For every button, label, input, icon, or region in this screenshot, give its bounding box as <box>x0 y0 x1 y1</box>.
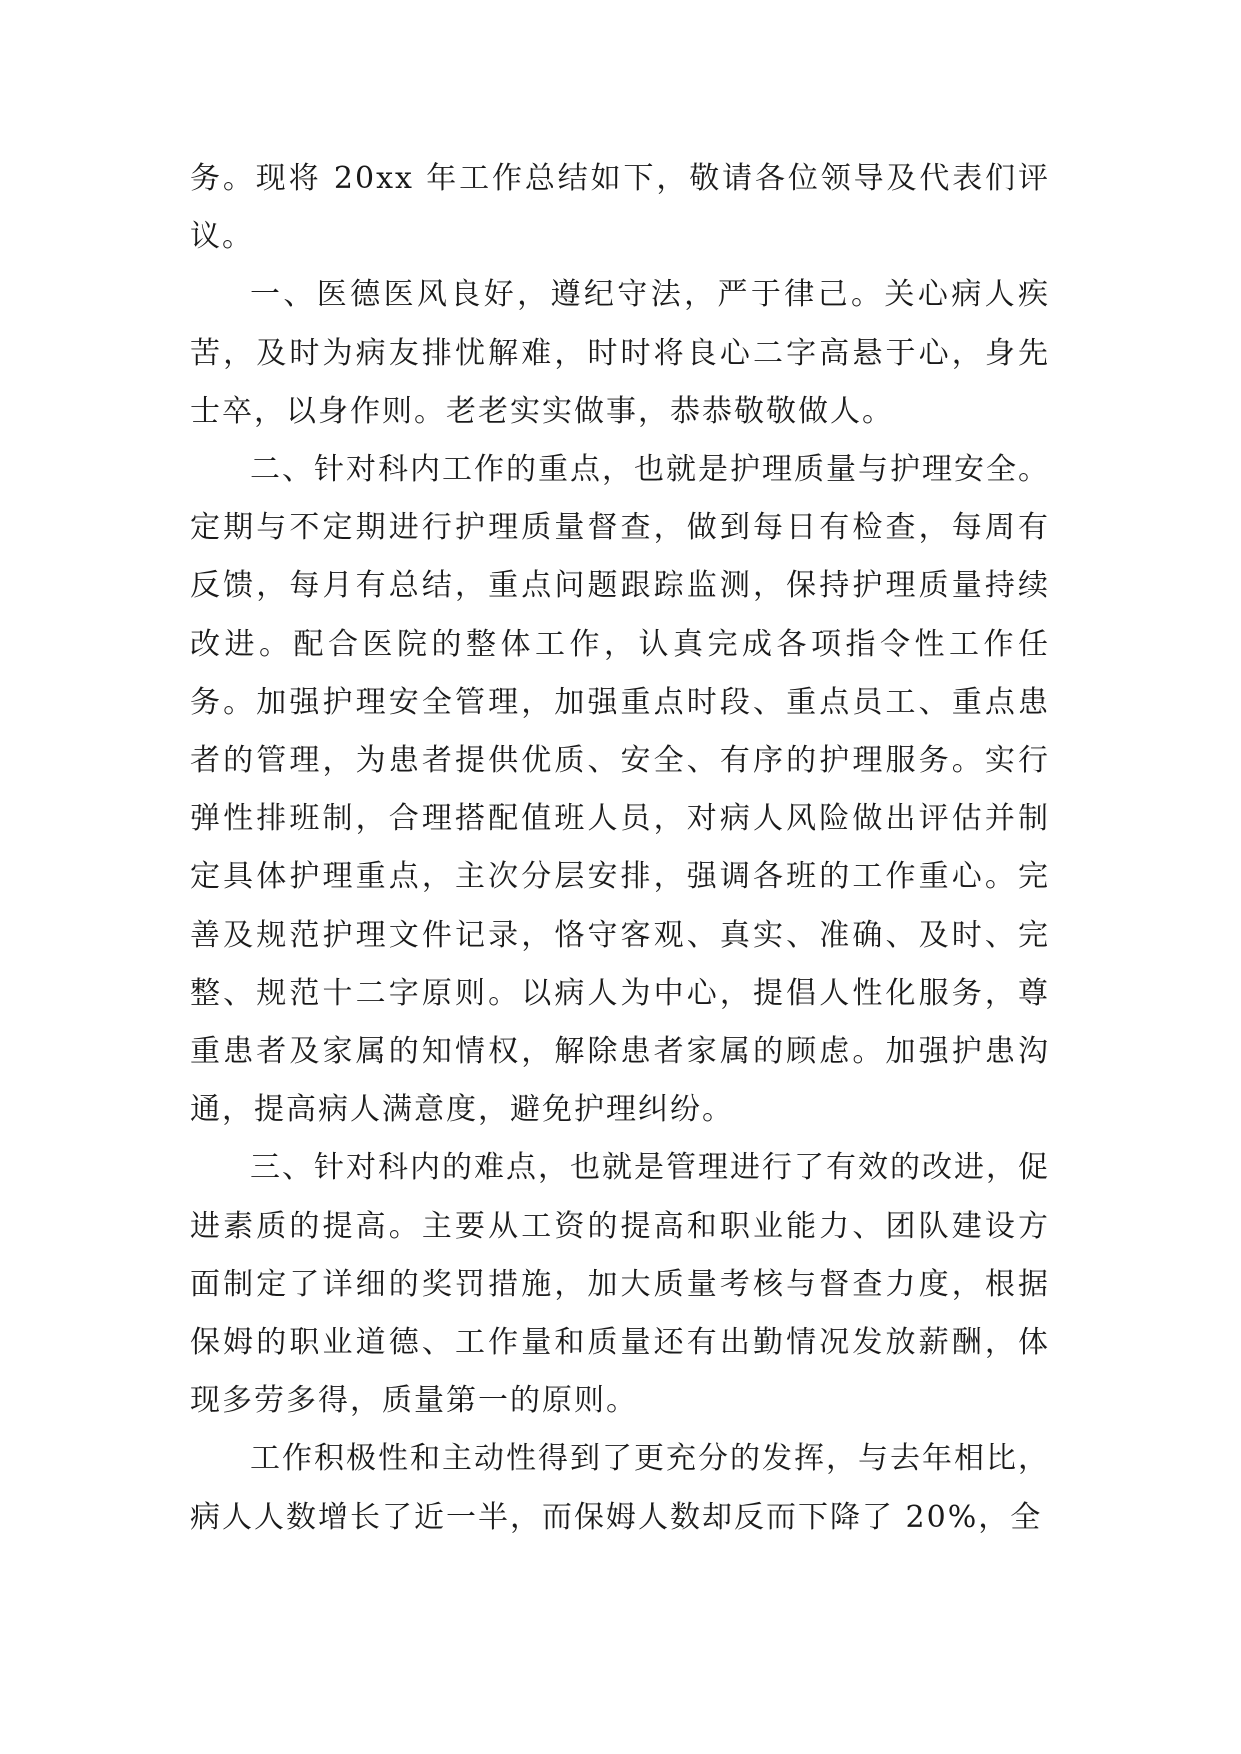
paragraph-section-2: 二、针对科内工作的重点，也就是护理质量与护理安全。定期与不定期进行护理质量督查，做到每日有检查，每周有反馈，每月有总结，重点问题跟踪监测，保持护理质量持续改进。配合医院的整体工作，认真完成各项指令性工作任务。加强护理安全管理，加强重点时段、重点员工、重点患者的管理，为患者提供优质、安全、有序的护理服务。实行弹性排班制，合理搭配值班人员，对病人风险做出评估并制定具体护理重点，主次分层安排，强调各班的工作重心。完善及规范护理文件记录，恪守客观、真实、准确、及时、完整、规范十二字原则。以病人为中心，提倡人性化服务，尊重患者及家属的知情权，解除患者家属的顾虑。加强护患沟通，提高病人满意度，避免护理纠纷。 <box>190 452 1050 1128</box>
paragraph-section-3: 三、针对科内的难点，也就是管理进行了有效的改进，促进素质的提高。主要从工资的提高和职业能力、团队建设方面制定了详细的奖罚措施，加大质量考核与督查力度，根据保姆的职业道德、工作量和质量还有出勤情况发放薪酬，体现多劳多得，质量第一的原则。 <box>190 1150 1050 1419</box>
paragraph-results: 工作积极性和主动性得到了更充分的发挥，与去年相比，病人人数增长了近一半，而保姆人数却反而下降了 20%，全 <box>190 1441 1050 1535</box>
paragraph-continuation: 务。现将 20xx 年工作总结如下，敬请各位领导及代表们评议。 <box>190 161 1050 255</box>
paragraph-section-1: 一、医德医风良好，遵纪守法，严于律己。关心病人疾苦，及时为病友排忧解难，时时将良心二字高悬于心，身先士卒，以身作则。老老实实做事，恭恭敬敬做人。 <box>190 277 1050 429</box>
document-body <box>190 150 1050 1547</box>
